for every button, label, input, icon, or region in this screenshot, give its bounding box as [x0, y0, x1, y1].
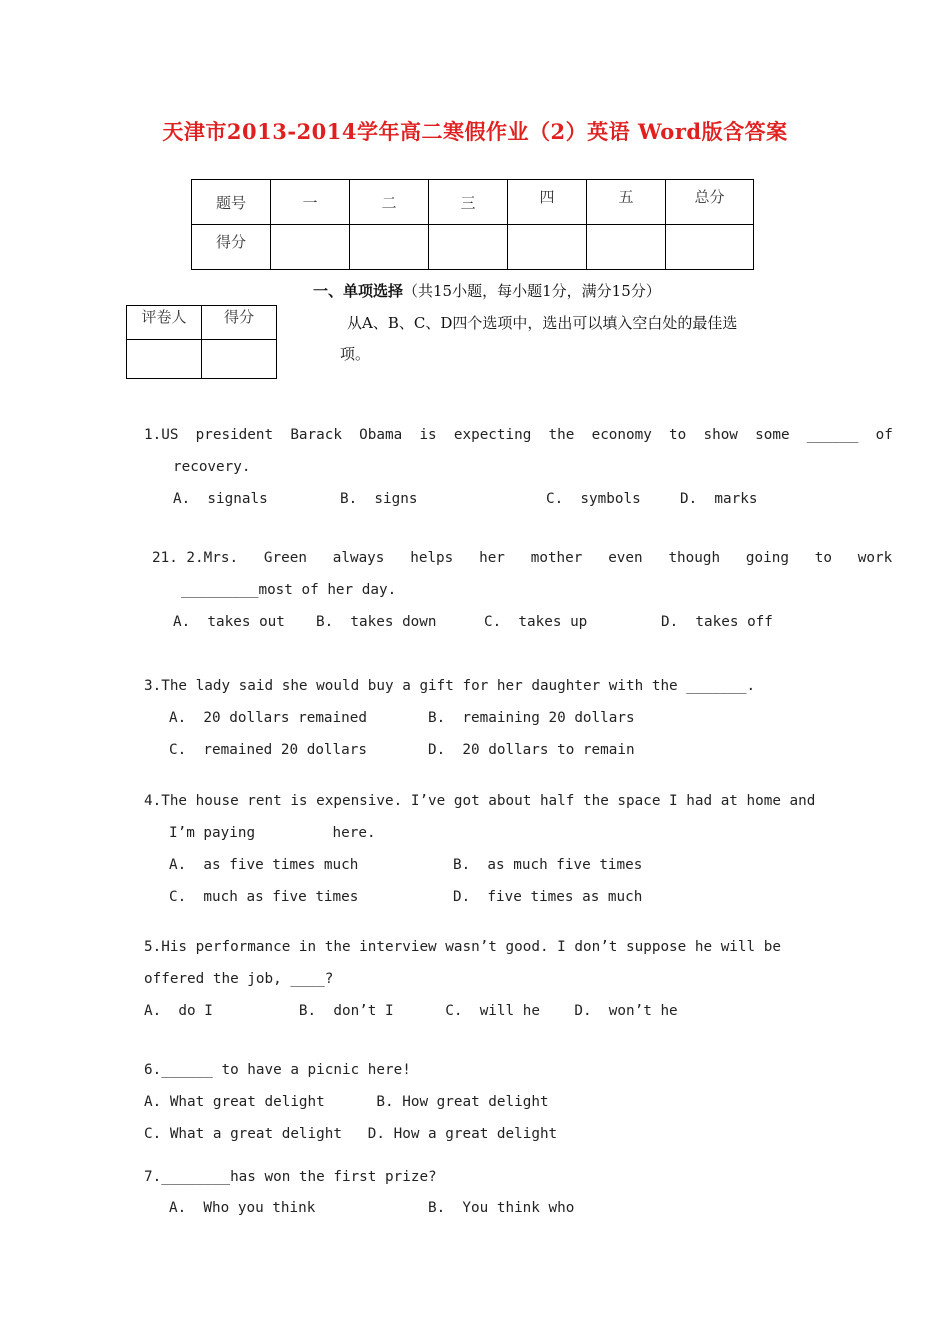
- question-4-stem-cont: I’m paying here.: [169, 825, 376, 841]
- question-3-option-c: C. remained 20 dollars: [169, 742, 367, 758]
- score-cell: [666, 225, 754, 270]
- question-2-option-c: C. takes up: [484, 614, 588, 630]
- question-7-option-a: A. Who you think: [169, 1200, 316, 1216]
- question-3-option-a: A. 20 dollars remained: [169, 710, 367, 726]
- score-header-cell: 二: [350, 180, 429, 225]
- question-3-option-d: D. 20 dollars to remain: [428, 742, 635, 758]
- question-1-option-b: B. signs: [340, 491, 418, 507]
- score-table-header-row: [192, 180, 754, 225]
- question-1-option-a: A. signals: [173, 491, 268, 507]
- reviewer-table-blank-row: [127, 340, 277, 379]
- question-1-option-d: D. marks: [680, 491, 758, 507]
- reviewer-header-cell: 得分: [202, 306, 277, 340]
- question-7-stem: 7.________has won the first prize?: [144, 1169, 437, 1185]
- question-6-options-ab: A. What great delight B. How great delight: [144, 1094, 549, 1110]
- question-2-option-b: B. takes down: [316, 614, 437, 630]
- score-header-cell: 一: [271, 180, 350, 225]
- score-row-label: 得分: [192, 225, 271, 270]
- score-cell: [508, 225, 587, 270]
- reviewer-header-cell: 评卷人: [127, 306, 202, 340]
- question-5-stem-cont: offered the job, ____?: [144, 971, 334, 987]
- score-header-cell: 四: [508, 180, 587, 225]
- question-6-options-cd: C. What a great delight D. How a great delight: [144, 1126, 558, 1142]
- score-cell: [587, 225, 666, 270]
- question-7-option-b: B. You think who: [428, 1200, 575, 1216]
- score-cell: [350, 225, 429, 270]
- question-3-stem: 3.The lady said she would buy a gift for her daughter with the _______.: [144, 678, 756, 694]
- question-4-stem: 4.The house rent is expensive. I’ve got about half the space I had at home and: [144, 793, 816, 809]
- question-6-stem: 6.______ to have a picnic here!: [144, 1062, 411, 1078]
- score-table: [191, 179, 754, 270]
- section-instruction-line1: 从A、B、C、D四个选项中，选出可以填入空白处的最佳选: [347, 314, 738, 332]
- question-2-option-a: A. takes out: [173, 614, 285, 630]
- question-4-option-a: A. as five times much: [169, 857, 359, 873]
- score-cell: [271, 225, 350, 270]
- score-cell: [429, 225, 508, 270]
- question-1-stem-cont: recovery.: [173, 459, 251, 475]
- question-1-option-c: C. symbols: [546, 491, 641, 507]
- score-header-cell: 总分: [666, 180, 754, 225]
- question-2-option-d: D. takes off: [661, 614, 773, 630]
- score-header-cell: 三: [429, 180, 508, 225]
- document-title: 天津市2013-2014学年高二寒假作业（2）英语 Word版含答案: [162, 119, 788, 144]
- section-heading-detail: （共15小题，每小题1分，满分15分）: [403, 282, 661, 300]
- score-header-cell: 题号: [192, 180, 271, 225]
- question-5-options: A. do I B. don’t I C. will he D. won’t he: [144, 1003, 678, 1019]
- question-5-stem: 5.His performance in the interview wasn’t good. I don’t suppose he will be: [144, 939, 781, 955]
- question-4-option-c: C. much as five times: [169, 889, 359, 905]
- question-4-option-b: B. as much five times: [453, 857, 643, 873]
- question-2-stem: 21. 2.Mrs. Green always helps her mother even though going to work: [152, 550, 893, 566]
- reviewer-cell: [127, 340, 202, 379]
- question-3-option-b: B. remaining 20 dollars: [428, 710, 635, 726]
- reviewer-table: [126, 305, 277, 379]
- question-1-stem: 1.US president Barack Obama is expecting the economy to show some ______ of: [144, 427, 893, 443]
- score-header-cell: 五: [587, 180, 666, 225]
- question-2-stem-cont: _________most of her day.: [181, 582, 397, 598]
- score-table-score-row: [192, 225, 754, 270]
- reviewer-table-header-row: [127, 306, 277, 340]
- reviewer-cell: [202, 340, 277, 379]
- section-heading-title: 一、单项选择: [313, 282, 404, 300]
- section-instruction-line2: 项。: [340, 345, 371, 363]
- question-4-option-d: D. five times as much: [453, 889, 643, 905]
- section-heading: [313, 280, 661, 301]
